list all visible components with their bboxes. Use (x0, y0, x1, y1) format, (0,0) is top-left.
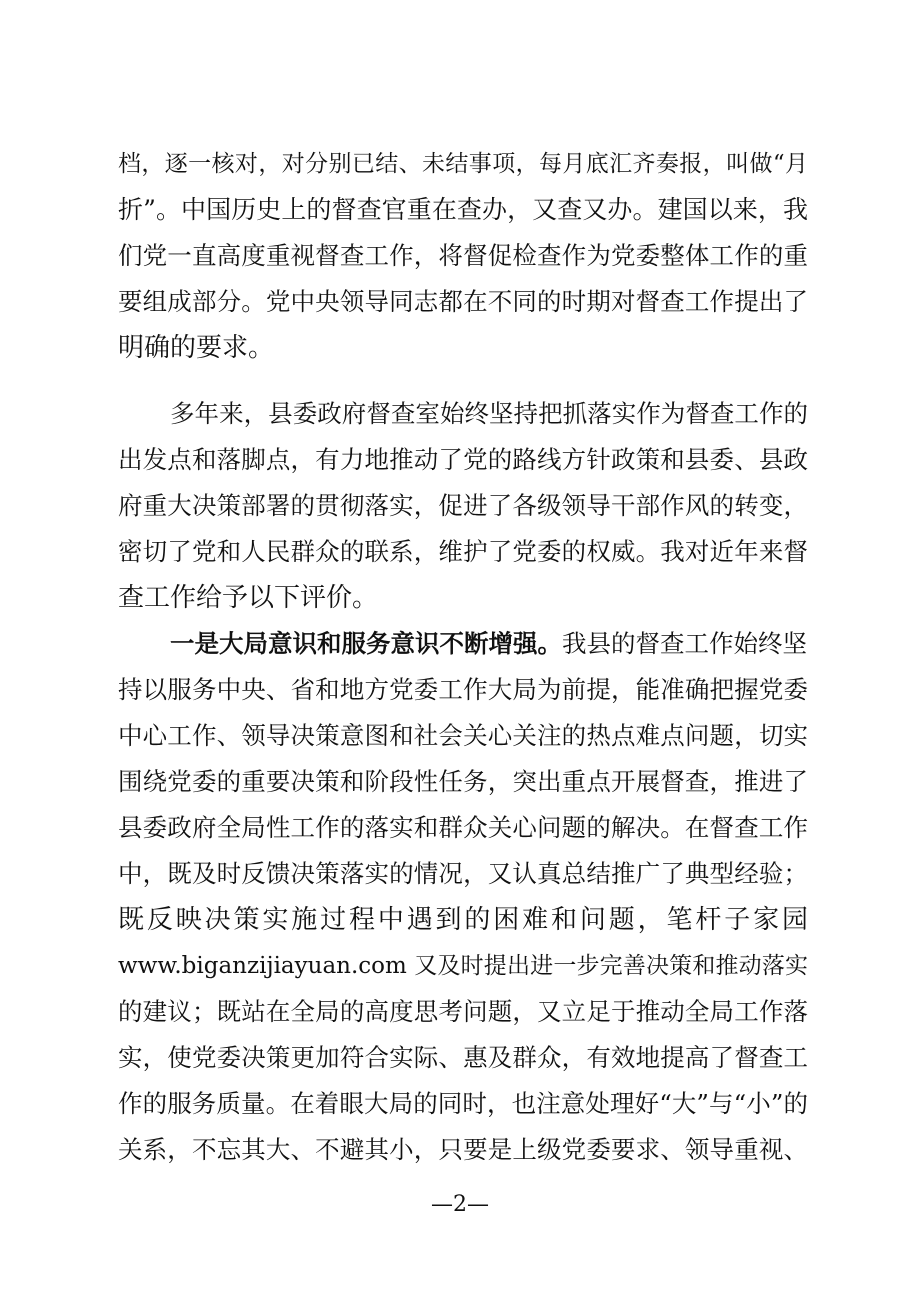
text-line: www.biganzijiayuan.com 又及时提出进一步完善决策和推动落实 (118, 953, 808, 979)
text-line: 多年来，县委政府督查室始终坚持把抓落实作为督查工作的 (170, 399, 808, 428)
text-line: 中心工作、领导决策意图和社会关心关注的热点难点问题，切实 (118, 721, 808, 750)
text-line: 档，逐一核对，对分别已结、未结事项，每月底汇齐奏报，叫做“月 (118, 151, 808, 177)
text-line: 作的服务质量。在着眼大局的同时，也注意处理好“大”与“小”的 (118, 1089, 808, 1118)
text-line: 围绕党委的重要决策和阶段性任务，突出重点开展督查，推进了 (118, 767, 808, 796)
text-line: 密切了党和人民群众的联系，维护了党委的权威。我对近年来督 (118, 537, 808, 566)
text-line: 县委政府全局性工作的落实和群众关心问题的解决。在督查工作 (118, 813, 808, 842)
text-line: 查工作给予以下评价。 (118, 583, 379, 613)
section-heading: 一是大局意识和服务意识不断增强。 (170, 629, 562, 658)
text-line: 实，使党委决策更加符合实际、惠及群众，有效地提高了督查工 (118, 1043, 808, 1072)
text-span: 我县的督查工作始终坚 (562, 629, 807, 658)
text-line: 的建议；既站在全局的高度思考问题，又立足于推动全局工作落 (118, 997, 808, 1026)
text-line: 明确的要求。 (118, 333, 275, 363)
page-number: —2— (431, 1192, 489, 1217)
text-line: 关系，不忘其大、不避其小，只要是上级党委要求、领导重视、 (118, 1135, 808, 1164)
text-line: 出发点和落脚点，有力地推动了党的路线方针政策和县委、县政 (118, 445, 808, 474)
text-line: 要组成部分。党中央领导同志都在不同的时期对督查工作提出了 (118, 287, 808, 316)
text-line: 持以服务中央、省和地方党委工作大局为前提，能准确把握党委 (118, 675, 808, 704)
text-line: 中，既及时反馈决策落实的情况，又认真总结推广了典型经验； (118, 859, 808, 888)
text-line: 折”。中国历史上的督查官重在查办，又查又办。建国以来，我 (118, 195, 808, 224)
text-line (170, 624, 808, 664)
text-line: 们党一直高度重视督查工作，将督促检查作为党委整体工作的重 (118, 241, 808, 270)
text-line: 府重大决策部署的贯彻落实，促进了各级领导干部作风的转变， (118, 491, 808, 520)
text-line: 既反映决策实施过程中遇到的困难和问题，笔杆子家园 (118, 905, 808, 935)
